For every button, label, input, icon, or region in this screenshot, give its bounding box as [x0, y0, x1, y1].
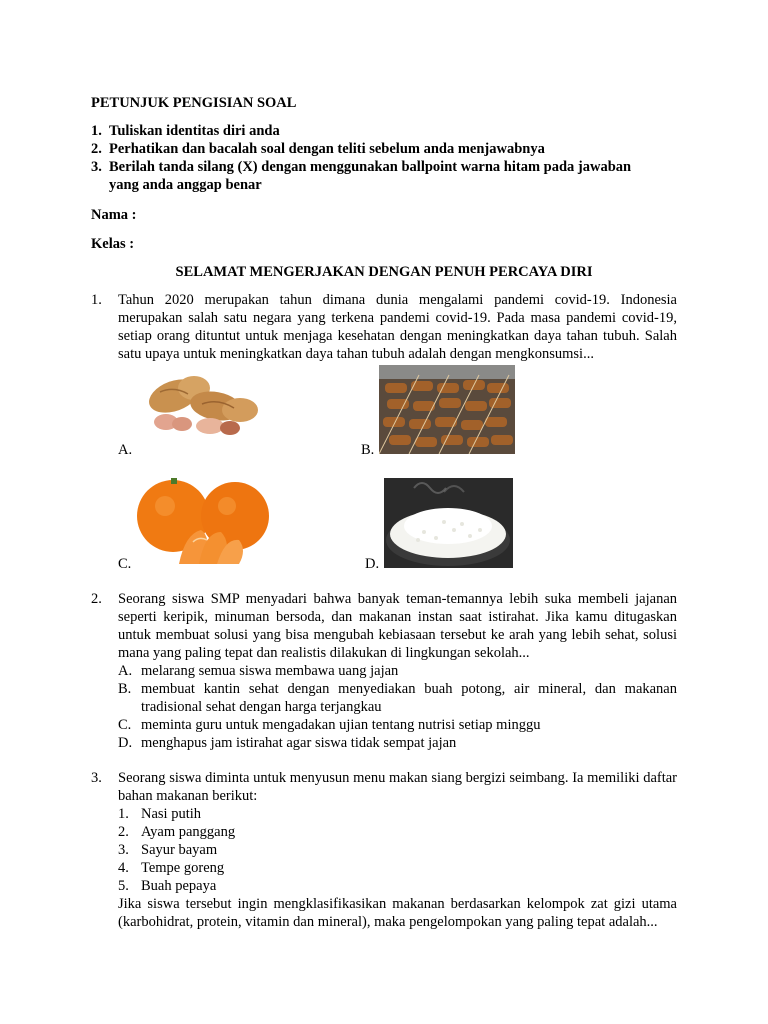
motto-heading: SELAMAT MENGERJAKAN DENGAN PENUH PERCAYA DIRI — [175, 264, 593, 280]
list-number: 2. — [118, 824, 129, 840]
question-3 — [91, 769, 677, 931]
instruction-number: 1. — [91, 123, 102, 139]
question-2 — [91, 590, 677, 752]
instruction-number: 3. — [91, 159, 102, 175]
food-list — [118, 805, 677, 895]
list-item — [118, 805, 677, 823]
option-label: C. — [118, 717, 132, 733]
instructions-title: PETUNJUK PENGISIAN SOAL — [91, 95, 297, 111]
list-item — [118, 859, 677, 877]
list-number: 1. — [118, 806, 129, 822]
option-text: melarang semua siswa membawa uang jajan — [141, 663, 399, 679]
list-number: 5. — [118, 878, 129, 894]
question-number: 2. — [91, 591, 102, 607]
satay-image[interactable] — [379, 365, 515, 454]
instruction-text: Perhatikan dan bacalah soal dengan teliti sebelum anda menjawabnya — [109, 141, 545, 157]
option-c-label: C. — [118, 556, 132, 572]
instructions-list — [91, 122, 661, 194]
answer-option[interactable] — [118, 734, 677, 752]
class-field-label: Kelas : — [91, 236, 135, 252]
question-number: 1. — [91, 292, 102, 308]
list-number: 4. — [118, 860, 129, 876]
list-item — [118, 877, 677, 895]
option-text: membuat kantin sehat dengan menyediakan buah potong, air mineral, dan makanan tradisional sehat dengan harga terjangkau — [141, 681, 677, 715]
question-text: Seorang siswa diminta untuk menyusun menu makan siang bergizi seimbang. Ia memiliki daftar bahan makanan berikut: — [118, 770, 677, 804]
list-item — [118, 841, 677, 859]
question-text: Seorang siswa SMP menyadari bahwa banyak teman-temannya lebih suka membeli jajanan seperti keripik, minuman bersoda, dan makanan instan saat istirahat. Jika kamu ditugaskan untuk membuat solusi yang bisa mengubah kebiasaan tersebut ke arah yang lebih sehat, solusi mana yang paling tepat dan realistis dilakukan di lingkungan sekolah... — [118, 591, 677, 661]
list-text: Nasi putih — [141, 806, 202, 822]
list-text: Buah pepaya — [141, 878, 217, 894]
option-a-label: A. — [118, 442, 133, 458]
instruction-item — [91, 122, 661, 140]
option-label: A. — [118, 663, 133, 679]
option-text: meminta guru untuk mengadakan ujian tentang nutrisi setiap minggu — [141, 717, 541, 733]
option-label: D. — [118, 735, 133, 751]
oranges-image[interactable] — [135, 476, 269, 568]
question-1 — [91, 291, 677, 363]
instruction-text: Berilah tanda silang (X) dengan menggunakan ballpoint warna hitam pada jawaban yang anda anggap benar — [109, 159, 632, 193]
option-d-label: D. — [365, 556, 380, 572]
question-text: Tahun 2020 merupakan tahun dimana dunia mengalami pandemi covid-19. Indonesia merupakan salah satu negara yang terkena pandemi covid-19. Pada masa pandemi covid-19, setiap orang dituntut untuk menjaga kesehatan dengan meningkatkan daya tahan tubuh. Salah satu upaya untuk meningkatkan daya tahan tubuh adalah dengan mengkonsumsi... — [118, 292, 677, 362]
option-label: B. — [118, 681, 132, 697]
list-text: Ayam panggang — [141, 824, 236, 840]
instruction-item — [91, 140, 661, 158]
instruction-text: Tuliskan identitas diri anda — [109, 123, 280, 139]
list-text: Sayur bayam — [141, 842, 218, 858]
list-number: 3. — [118, 842, 129, 858]
list-item — [118, 823, 677, 841]
rice-bowl-image[interactable] — [384, 478, 513, 568]
list-text: Tempe goreng — [141, 860, 225, 876]
question-number: 3. — [91, 770, 102, 786]
answer-option[interactable] — [118, 716, 677, 734]
option-text: menghapus jam istirahat agar siswa tidak sempat jajan — [141, 735, 457, 751]
instruction-item — [91, 158, 661, 194]
option-b-label: B. — [361, 442, 375, 458]
peanuts-image[interactable] — [138, 366, 268, 442]
name-field-label: Nama : — [91, 207, 137, 223]
question-tail-text: Jika siswa tersebut ingin mengklasifikasikan makanan berdasarkan kelompok zat gizi utama (karbohidrat, protein, vitamin dan mineral), maka pengelompokan yang paling tepat adalah... — [118, 896, 677, 930]
instruction-number: 2. — [91, 141, 102, 157]
answer-option[interactable] — [118, 680, 677, 716]
answer-option[interactable] — [118, 662, 677, 680]
